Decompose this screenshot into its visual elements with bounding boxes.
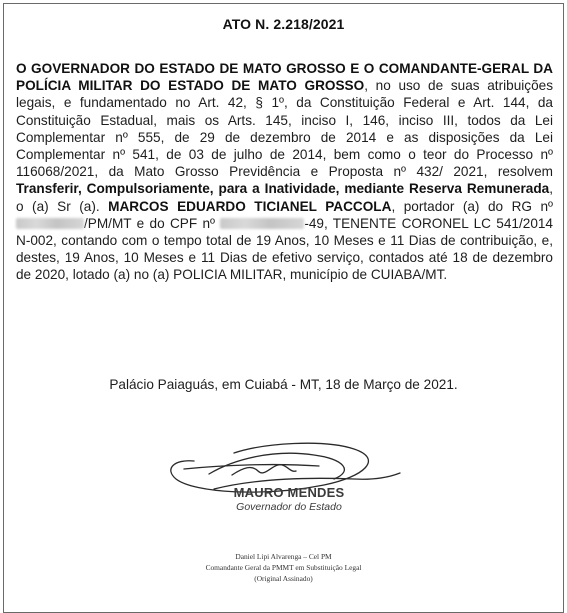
person-name: MARCOS EDUARDO TICIANEL PACCOLA: [108, 198, 392, 214]
signer-name: MAURO MENDES: [233, 485, 345, 500]
redacted-rg: [16, 218, 84, 229]
document-frame: [3, 3, 564, 613]
place-date: Palácio Paiaguás, em Cuiabá - MT, 18 de Março de 2021.: [109, 377, 458, 392]
body-text-part: , no uso de suas atribuições legais, e fundamentado no Art. 42, § 1º, da Constituição Federal e Art. 144, da Constituição Estadual, mais os Arts. 145, inciso I, 146, inciso III, todos da Lei Complementar nº 555, de 29 de dezembro de 2014 e as disposições da Lei Complementar nº 541, de 03 de julho de 2014, bem como o teor do Processo nº 116068/2021, da Mato Grosso Previdência e Proposta nº 432/ 2021, resolvem: [16, 78, 553, 180]
redacted-cpf: [220, 218, 304, 229]
footer-line: Comandante Geral da PMMT em Substituição Legal: [205, 563, 362, 572]
body-text-part: , portador (a) do RG nº: [391, 198, 553, 214]
document-body: [16, 60, 553, 284]
body-text-part: -49, TENENTE CORONEL LC 541/2014 N-002, contando com o tempo total de 19 Anos, 10 Meses e 11 Dias de contribuição, e, destes, 19 Anos, 10 Meses e 11 Dias de efetivo serviço, contados até 18 de dezembro de 2020, lotado (a) no (a) POLICIA MILITAR, município de CUIABA/MT.: [16, 215, 553, 283]
signer-role: Governador do Estado: [236, 501, 342, 513]
footer-line: Daniel Lipi Alvarenga – Cel PM: [235, 552, 332, 561]
footer-line: (Original Assinado): [254, 574, 313, 583]
document-title: ATO N. 2.218/2021: [222, 16, 345, 32]
resolution-action: Transferir, Compulsoriamente, para a Inatividade, mediante Reserva Remunerada: [16, 181, 550, 197]
authority-heading: O GOVERNADOR DO ESTADO DE MATO GROSSO E O COMANDANTE-GERAL DA POLÍCIA MILITAR DO ESTADO DE MATO GROSSO: [16, 61, 553, 94]
body-text-part: /PM/MT e do CPF nº: [84, 215, 221, 231]
body-text-part: , o (a) Sr (a).: [16, 181, 553, 214]
